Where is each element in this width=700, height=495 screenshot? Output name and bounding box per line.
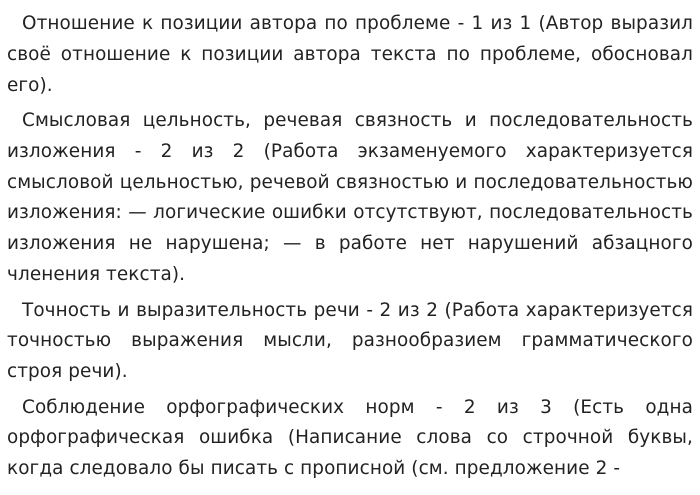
paragraph-coherence: Смысловая цельность, речевая связность и последовательность изложения - 2 из 2 (Работа экзаменуемого характеризуется смысловой цельностью, речевой связностью и последовательностью изложения: — логические ошибки отсутствуют, последовательность изложения не нарушена; — в работе нет нарушений абзацного членения текста). xyxy=(7,110,693,286)
document-body xyxy=(7,9,693,490)
paragraph-spelling-norms: Соблюдение орфографических норм - 2 из 3 (Есть одна орфографическая ошибка (Написание слова со строчной буквы, когда следовало бы писать с прописной (см. предложение 2 - xyxy=(7,396,693,480)
paragraph-speech-accuracy: Точность и выразительность речи - 2 из 2 (Работа характеризуется точностью выражения мысли, разнообразием грамматического строя речи). xyxy=(7,299,693,383)
paragraph-author-position: Отношение к позиции автора по проблеме - 1 из 1 (Автор выразил своё отношение к позиции автора текста по проблеме, обосновал его). xyxy=(7,13,693,96)
